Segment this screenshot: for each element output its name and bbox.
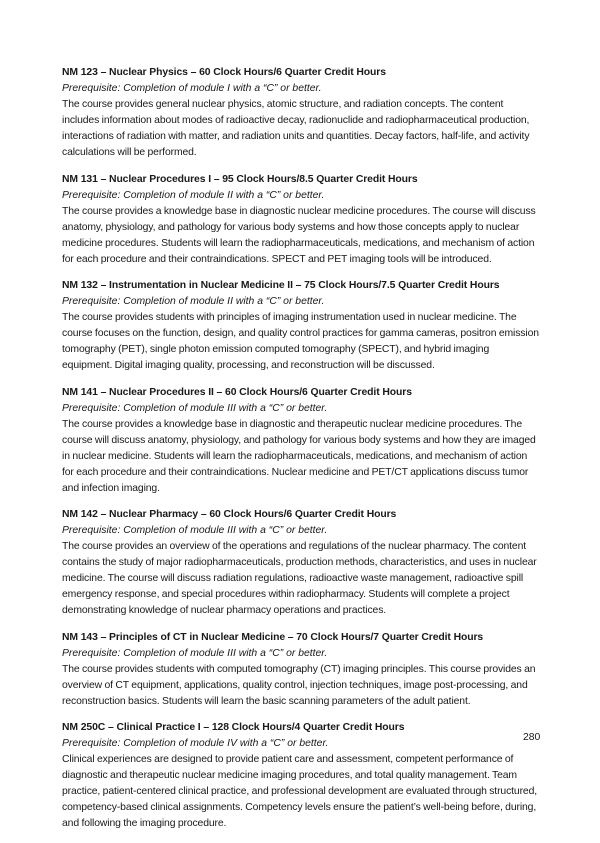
page-number: 280 bbox=[523, 732, 541, 743]
course-title: NM 142 – Nuclear Pharmacy – 60 Clock Hours/6 Quarter Credit Hours bbox=[62, 509, 397, 520]
course-prerequisite: Prerequisite: Completion of module I with a “C” or better. bbox=[62, 83, 322, 94]
course-title: NM 250C – Clinical Practice I – 128 Clock Hours/4 Quarter Credit Hours bbox=[62, 722, 405, 733]
course-title: NM 143 – Principles of CT in Nuclear Medicine – 70 Clock Hours/7 Quarter Credit Hours bbox=[62, 631, 484, 643]
course-description: The course provides a knowledge base in diagnostic and therapeutic nuclear medicine procedures. The course will discuss anatomy, physiology, and pathology for various body systems and how they are imaged in nuclear medicine. Students will learn the radiopharmaceuticals, medications, and mechanism of action for each procedure and their contraindications. Nuclear medicine and PET/CT applications discuss tumor and infection imaging. bbox=[62, 418, 536, 494]
course-description: The course provides a knowledge base in diagnostic nuclear medicine procedures. The course will discuss anatomy, physiology, and pathology for various body systems and how those concepts apply to nuclear medicine procedures. Students will learn the radiopharmaceuticals, medications, and mechanism of action for each procedure and their contraindications. SPECT and PET imaging tools will be introduced. bbox=[62, 205, 536, 265]
course-description: The course provides general nuclear physics, atomic structure, and radiation concepts. The content includes information about modes of radioactive decay, radionuclide and radiopharmaceutical production, interactions of radiation with matter, and radiation units and quantities. Decay factors, half-life, and activity calculations will be performed. bbox=[62, 99, 530, 158]
course-nm-123 bbox=[62, 65, 540, 161]
course-description: The course provides an overview of the operations and regulations of the nuclear pharmacy. The content contains the study of major radiopharmaceuticals, production methods, characteristics, and uses in nuclear medicine. The course will discuss radiation regulations, radioactive waste management, radioactive spill emergency response, and special procedures within radiopharmacy. Students will complete a project demonstrating knowledge of nuclear pharmacy operations and practices. bbox=[62, 541, 537, 616]
course-nm-142 bbox=[62, 507, 540, 619]
course-nm-143 bbox=[62, 630, 540, 710]
course-title: NM 123 – Nuclear Physics – 60 Clock Hours/6 Quarter Credit Hours bbox=[62, 67, 386, 78]
course-prerequisite: Prerequisite: Completion of module IV with a “C” or better. bbox=[62, 738, 329, 749]
course-prerequisite: Prerequisite: Completion of module II with a “C” or better. bbox=[62, 296, 325, 307]
course-prerequisite: Prerequisite: Completion of module III with a “C” or better. bbox=[62, 402, 328, 414]
course-description: The course provides students with principles of imaging instrumentation used in nuclear medicine. The course focuses on the function, design, and quality control practices for gamma cameras, positron emission tomography (PET), single photon emission computed tomography (SPECT), and hybrid imaging equipment. Digital imaging quality, processing, and reconstruction will be discussed. bbox=[62, 312, 539, 371]
course-description: Clinical experiences are designed to provide patient care and assessment, competent performance of diagnostic and therapeutic nuclear medicine imaging procedures, and total quality management. Team practice, patient-centered clinical practice, and professional development are evaluated through structured, competency-based clinical assignments. Competency levels ensure the patient’s well-being before, during, and following the imaging procedure. bbox=[62, 754, 537, 829]
course-nm-132 bbox=[62, 278, 540, 374]
course-nm-131 bbox=[62, 172, 540, 268]
course-nm-250c bbox=[62, 720, 540, 832]
course-title: NM 141 – Nuclear Procedures II – 60 Clock Hours/6 Quarter Credit Hours bbox=[62, 386, 412, 398]
course-prerequisite: Prerequisite: Completion of module III with a “C” or better. bbox=[62, 525, 328, 536]
course-title: NM 131 – Nuclear Procedures I – 95 Clock Hours/8.5 Quarter Credit Hours bbox=[62, 173, 418, 185]
course-title: NM 132 – Instrumentation in Nuclear Medicine II – 75 Clock Hours/7.5 Quarter Credit Hours bbox=[62, 280, 500, 291]
course-list bbox=[62, 65, 540, 843]
course-nm-141 bbox=[62, 385, 540, 497]
course-prerequisite: Prerequisite: Completion of module III with a “C” or better. bbox=[62, 647, 328, 659]
course-prerequisite: Prerequisite: Completion of module II with a “C” or better. bbox=[62, 189, 325, 201]
course-description: The course provides students with computed tomography (CT) imaging principles. This course provides an overview of CT equipment, applications, quality control, injection techniques, image post-processing, and reconstruction basics. Students will learn the basic scanning parameters of the adult patient. bbox=[62, 663, 536, 707]
